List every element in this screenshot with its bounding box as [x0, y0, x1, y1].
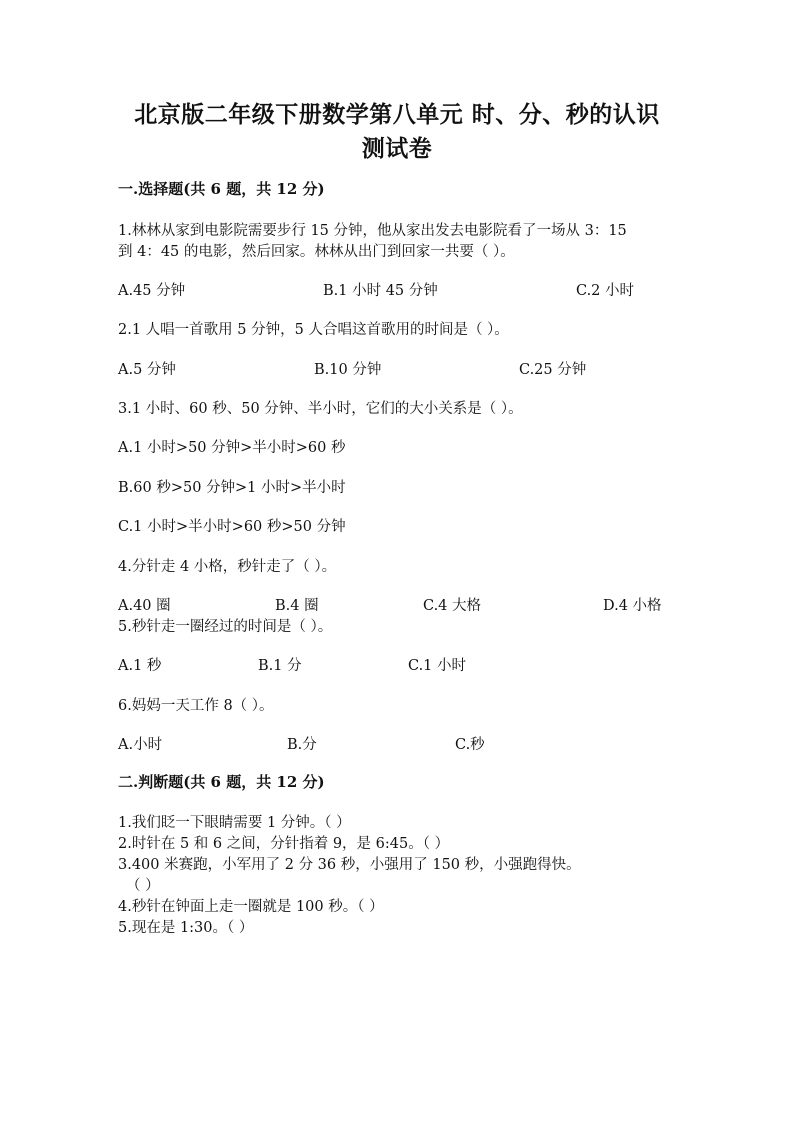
q2-option-a: A.5 分钟 [118, 362, 176, 378]
title-line-1: 北京版二年级下册数学第八单元 时、分、秒的认识 [134, 101, 660, 128]
judge-item-1: 1.我们眨一下眼睛需要 1 分钟。（ ） [118, 815, 351, 831]
judge-item-2: 2.时针在 5 和 6 之间，分针指着 9，是 6:45。（ ） [118, 836, 450, 852]
q5-option-c: C.1 小时 [408, 658, 467, 674]
judge-item-3: 3.400 米赛跑，小军用了 2 分 36 秒，小强用了 150 秒，小强跑得快。 [118, 857, 581, 873]
q2-option-b: B.10 分钟 [314, 362, 382, 378]
q1-option-c: C.2 小时 [576, 283, 635, 299]
q4-option-c: C.4 大格 [423, 598, 482, 614]
section-2-header: 二.判断题(共 6 题，共 12 分) [118, 773, 325, 791]
title-line-2: 测试卷 [361, 135, 433, 162]
question-2: 2.1 人唱一首歌用 5 分钟，5 人合唱这首歌用的时间是（ ）。 [118, 322, 509, 338]
q6-option-c: C.秒 [455, 737, 485, 753]
judge-item-4: 4.秒针在钟面上走一圈就是 100 秒。（ ） [118, 899, 384, 915]
question-4: 4.分针走 4 小格，秒针走了（ ）。 [118, 559, 337, 575]
q4-option-b: B.4 圈 [275, 598, 319, 614]
q5-option-b: B.1 分 [258, 658, 302, 674]
question-3: 3.1 小时、60 秒、50 分钟、半小时，它们的大小关系是（ ）。 [118, 401, 523, 417]
q6-option-b: B.分 [287, 737, 317, 753]
q2-option-c: C.25 分钟 [519, 362, 587, 378]
question-1-line-1: 1.林林从家到电影院需要步行 15 分钟，他从家出发去电影院看了一场从 3：15 [118, 223, 627, 239]
q3-option-b: B.60 秒>50 分钟>1 小时>半小时 [118, 480, 346, 496]
question-5: 5.秒针走一圈经过的时间是（ ）。 [118, 619, 333, 635]
q3-option-a: A.1 小时>50 分钟>半小时>60 秒 [118, 440, 346, 456]
q3-option-c: C.1 小时>半小时>60 秒>50 分钟 [118, 519, 346, 535]
q1-option-a: A.45 分钟 [118, 283, 186, 299]
q6-option-a: A.小时 [118, 737, 163, 753]
question-6: 6.妈妈一天工作 8（ ）。 [118, 698, 274, 714]
q5-option-a: A.1 秒 [118, 658, 162, 674]
q4-option-a: A.40 圈 [118, 598, 171, 614]
question-1-line-2: 到 4：45 的电影，然后回家。林林从出门到回家一共要（ ）。 [118, 244, 515, 260]
judge-item-5: 5.现在是 1:30。（ ） [118, 920, 254, 936]
section-1-header: 一.选择题(共 6 题，共 12 分) [118, 180, 325, 198]
q1-option-b: B.1 小时 45 分钟 [323, 283, 438, 299]
judge-item-3-blank: （ ） [126, 878, 160, 894]
q4-option-d: D.4 小格 [603, 598, 662, 614]
